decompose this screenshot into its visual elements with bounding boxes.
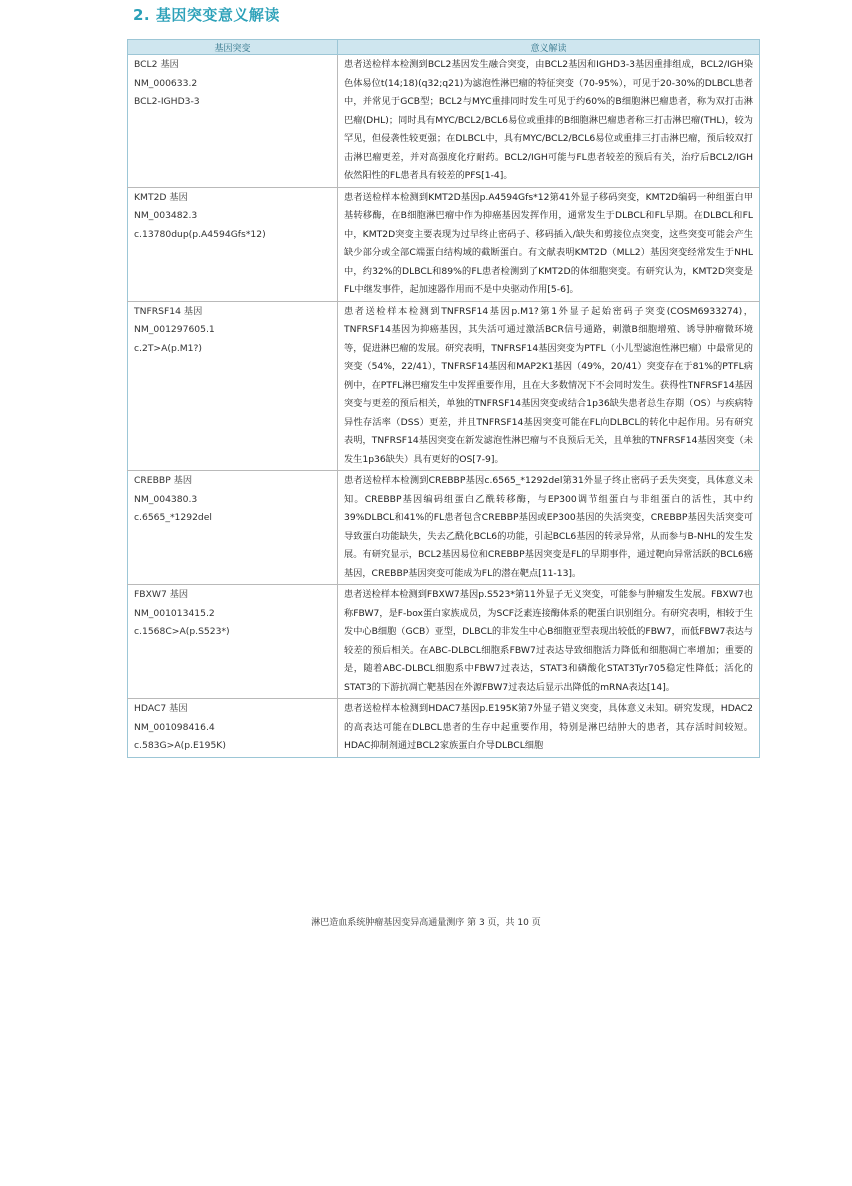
- gene-cell: [128, 471, 338, 585]
- gene-name: BCL2 基因: [134, 59, 179, 70]
- variant-notation: c.2T>A(p.M1?): [134, 342, 202, 354]
- gene-name: KMT2D 基因: [134, 191, 188, 203]
- variant-notation: c.1568C>A(p.S523*): [134, 626, 230, 637]
- gene-name: FBXW7 基因: [134, 589, 189, 600]
- interpretation-text: 患者送检样本检测到FBXW7基因p.S523*第11外显子无义突变，可能参与肿瘤发生发展。FBXW7也称FBW7，是F-box蛋白家族成员，为SCF泛素连接酶体系的靶蛋白识别组分。有研究表明，相较于生发中心B细胞（GCB）亚型，DLBCL的非发生中心B细胞亚型表现出较低的FBW7，而低FBW7表达与较差的预后相关。在ABC-DLBCL细胞系FBW7过表达导致细胞活力降低和细胞凋亡率增加；重要的是，随着ABC-DLBCL细胞系中FBW7过表达，STAT3和磷酸化STAT3Tyr705稳定性降低；活化的STAT3的下游抗凋亡靶基因在外源FBW7过表达后显示出降低的mRNA表达[14]。: [338, 585, 760, 699]
- interpretation-text: 患者送检样本检测到HDAC7基因p.E195K第7外显子错义突变，具体意义未知。研究发现，HDAC2的高表达可能在DLBCL患者的生存中起重要作用，特别是淋巴结肿大的患者，其存活时间较短。HDAC抑制剂通过BCL2家族蛋白介导DLBCL细胞: [338, 699, 760, 758]
- header-gene-mutation: 基因突变: [128, 40, 338, 55]
- table-header-row: [128, 40, 760, 55]
- gene-cell: [128, 585, 338, 699]
- table-row: [128, 187, 760, 301]
- transcript-id: NM_001098416.4: [134, 721, 215, 733]
- transcript-id: NM_004380.3: [134, 493, 198, 505]
- table-row: [128, 699, 760, 758]
- mutation-table: [127, 39, 760, 758]
- gene-name: TNFRSF14 基因: [134, 305, 203, 317]
- interpretation-text: 患者送检样本检测到KMT2D基因p.A4594Gfs*12第41外显子移码突变，KMT2D编码一种组蛋白甲基转移酶，在B细胞淋巴瘤中作为抑癌基因发挥作用，通常发生于DLBCL和FL早期。在DLBCL和FL中，KMT2D突变主要表现为过早终止密码子、移码插入/缺失和剪接位点突变，这些突变可能会产生缺少部分或全部C端蛋白结构域的截断蛋白。有文献表明KMT2D（MLL2）基因突变经常发生于NHL中，约32%的DLBCL和89%的FL患者检测到了KMT2D的体细胞突变。有研究认为，KMT2D突变是FL中继发事件，起加速器作用而不是中央驱动作用[5-6]。: [338, 187, 760, 301]
- page-footer: 淋巴造血系统肿瘤基因变异高通量测序 第 3 页，共 10 页: [311, 918, 541, 928]
- table-row: [128, 55, 760, 188]
- transcript-id: NM_003482.3: [134, 210, 198, 221]
- transcript-id: NM_001013415.2: [134, 607, 215, 619]
- gene-cell: [128, 187, 338, 301]
- variant-notation: c.583G>A(p.E195K): [134, 740, 226, 751]
- header-interpretation: 意义解读: [338, 40, 760, 55]
- table-row: [128, 471, 760, 585]
- interpretation-text: 患者送检样本检测到CREBBP基因c.6565_*1292del第31外显子终止密码子丢失突变，具体意义未知。CREBBP基因编码组蛋白乙酰转移酶，与EP300调节组蛋白与非组蛋白的活性，其中约39%DLBCL和41%的FL患者包含CREBBP基因或EP300基因的失活突变，CREBBP基因失活突变可导致蛋白功能缺失，失去乙酰化BCL6的功能，引起BCL6基因的转录异常，从而参与B-NHL的发生发展。有研究显示，BCL2基因易位和CREBBP基因突变是FL的早期事件，通过靶向异常活跃的BCL6癌基因，CREBBP基因突变可能成为FL的潜在靶点[11-13]。: [338, 471, 760, 585]
- transcript-id: NM_000633.2: [134, 77, 198, 89]
- variant-notation: c.13780dup(p.A4594Gfs*12): [134, 228, 266, 240]
- gene-cell: [128, 301, 338, 471]
- variant-notation: BCL2-IGHD3-3: [134, 96, 200, 107]
- section-title: 2. 基因突变意义解读: [133, 6, 280, 24]
- table-row: [128, 301, 760, 471]
- transcript-id: NM_001297605.1: [134, 324, 215, 335]
- variant-notation: c.6565_*1292del: [134, 512, 212, 523]
- table-row: [128, 585, 760, 699]
- gene-cell: [128, 55, 338, 188]
- gene-name: CREBBP 基因: [134, 475, 193, 486]
- interpretation-text: 患者送检样本检测到TNFRSF14基因p.M1?第1外显子起始密码子突变(COSM6933274)，TNFRSF14基因为抑癌基因，其失活可通过激活BCR信号通路，刺激B细胞增殖、诱导肿瘤微环境等，促进淋巴瘤的发展。研究表明，TNFRSF14基因突变为PTFL（小儿型滤泡性淋巴瘤）中最常见的突变（54%，22/41），TNFRSF14基因和MAP2K1基因（49%，20/41）突变存在于81%的PTFL病例中，在PTFL淋巴瘤发生中发挥重要作用，且在大多数情况下不会同时发生。获得性TNFRSF14基因突变与更差的预后相关，单独的TNFRSF14基因突变或结合1p36缺失患者总生存期（OS）与疾病特异性存活率（DSS）更差，并且TNFRSF14基因突变可能在FL向DLBCL的转化中起作用。另有研究表明，TNFRSF14基因突变在新发滤泡性淋巴瘤与不良预后无关，且单独的TNFRSF14基因突变（未发生1p36缺失）具有更好的OS[7-9]。: [338, 301, 760, 471]
- gene-name: HDAC7 基因: [134, 703, 188, 714]
- interpretation-text: 患者送检样本检测到BCL2基因发生融合突变，由BCL2基因和IGHD3-3基因重排组成，BCL2/IGH染色体易位t(14;18)(q32;q21)为滤泡性淋巴瘤的特征突变（70-95%），可见于20-30%的DLBCL患者中，并常见于GCB型；BCL2与MYC重排同时发生可见于约60%的B细胞淋巴瘤患者，称为双打击淋巴瘤(DHL)；同时具有MYC/BCL2/BCL6易位或重排的B细胞淋巴瘤患者称三打击淋巴瘤(THL)，较为罕见，但侵袭性较更强；在DLBCL中，具有MYC/BCL2/BCL6易位或重排三打击淋巴瘤，预后较双打击淋巴瘤更差，并对高强度化疗耐药。BCL2/IGH可能与FL患者较差的预后有关，治疗后BCL2/IGH依然阳性的FL患者具有较差的PFS[1-4]。: [338, 55, 760, 188]
- gene-cell: [128, 699, 338, 758]
